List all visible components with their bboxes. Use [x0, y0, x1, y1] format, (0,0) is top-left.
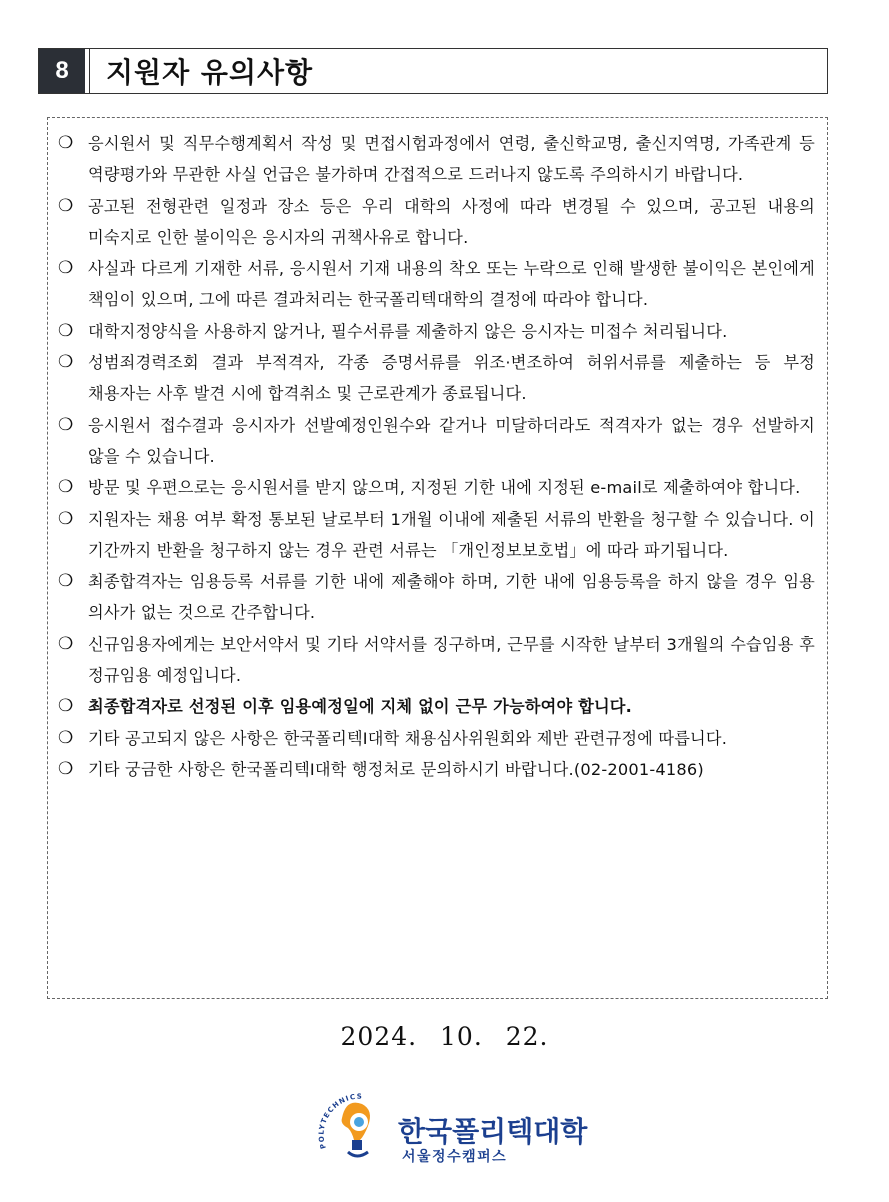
bullet-circle-icon: ❍ — [58, 571, 74, 592]
bullet-circle-icon: ❍ — [58, 320, 74, 341]
notice-item — [58, 566, 815, 629]
notice-text: 공고된 전형관련 일정과 장소 등은 우리 대학의 사정에 따라 변경될 수 있으며, 공고된 내용의 미숙지로 인한 불이익은 응시자의 귀책사유로 합니다. — [88, 196, 815, 247]
section-number: 8 — [39, 49, 85, 93]
notice-text: 신규임용자에게는 보안서약서 및 기타 서약서를 징구하며, 근무를 시작한 날부터 3개월의 수습임용 후 정규임용 예정입니다. — [88, 634, 815, 686]
notice-item — [58, 347, 815, 410]
notice-box — [47, 117, 828, 999]
bullet-circle-icon: ❍ — [58, 414, 74, 435]
notice-item — [58, 191, 815, 254]
section-header — [38, 48, 828, 94]
bullet-circle-icon: ❍ — [58, 258, 74, 279]
notice-text: 기타 궁금한 사항은 한국폴리텍Ⅰ대학 행정처로 문의하시기 바랍니다.(02-2001-4186) — [88, 759, 704, 779]
polytechnic-logo-icon — [312, 1078, 402, 1168]
bullet-circle-icon: ❍ — [58, 352, 74, 373]
notice-text: 응시원서 및 직무수행계획서 작성 및 면접시험과정에서 연령, 출신학교명, 출신지역명, 가족관계 등 역량평가와 무관한 사실 언급은 불가하며 간접적으로 드러나지 않도록 주의하시기 바랍니다. — [88, 134, 815, 185]
notice-item — [58, 316, 815, 347]
campus-name: 서울정수캠퍼스 — [402, 1149, 508, 1165]
notice-item — [58, 410, 815, 473]
bullet-circle-icon: ❍ — [58, 508, 74, 529]
bullet-circle-icon: ❍ — [58, 477, 74, 498]
notice-item — [58, 691, 815, 722]
notice-item — [58, 128, 815, 191]
notice-item — [58, 253, 815, 316]
bullet-circle-icon: ❍ — [58, 195, 74, 216]
university-name: 한국폴리텍대학 — [398, 1115, 588, 1148]
document-date: 2024. 10. 22. — [340, 1022, 549, 1051]
notice-item — [58, 472, 815, 503]
notice-list — [58, 128, 815, 785]
notice-text: 성범죄경력조회 결과 부적격자, 각종 증명서류를 위조·변조하여 허위서류를 제출하는 등 부정 채용자는 사후 발견 시에 합격취소 및 근로관계가 종료됩니다. — [88, 353, 815, 404]
logo-arc-text: POLYTECHNICS — [317, 1092, 363, 1150]
notice-text: 방문 및 우편으로는 응시원서를 받지 않으며, 지정된 기한 내에 지정된 e-mail로 제출하여야 합니다. — [88, 478, 801, 498]
notice-text: 응시원서 접수결과 응시자가 선발예정인원수와 같거나 미달하더라도 적격자가 없는 경우 선발하지 않을 수 있습니다. — [88, 415, 815, 466]
notice-item — [58, 629, 815, 692]
notice-text: 기타 공고되지 않은 사항은 한국폴리텍Ⅰ대학 채용심사위원회와 제반 관련규정에 따릅니다. — [88, 728, 728, 748]
notice-text: 최종합격자는 임용등록 서류를 기한 내에 제출해야 하며, 기한 내에 임용등록을 하지 않을 경우 임용 의사가 없는 것으로 간주합니다. — [88, 572, 815, 623]
section-title: 지원자 유의사항 — [89, 49, 827, 93]
notice-text: 대학지정양식을 사용하지 않거나, 필수서류를 제출하지 않은 응시자는 미접수 처리됩니다. — [88, 321, 728, 341]
bullet-circle-icon: ❍ — [58, 696, 74, 717]
bullet-circle-icon: ❍ — [58, 133, 74, 153]
notice-text: 지원자는 채용 여부 확정 통보된 날로부터 1개월 이내에 제출된 서류의 반환을 청구할 수 있습니다. 이 기간까지 반환을 청구하지 않는 경우 관련 서류는 「개인정보보호법」에 따라 파기됩니다. — [88, 509, 815, 560]
bullet-circle-icon: ❍ — [58, 633, 74, 654]
university-logo — [312, 1078, 588, 1168]
notice-item — [58, 504, 815, 567]
bullet-circle-icon: ❍ — [58, 758, 74, 779]
notice-text: 사실과 다르게 기재한 서류, 응시원서 기재 내용의 착오 또는 누락으로 인해 발생한 불이익은 본인에게 책임이 있으며, 그에 따른 결과처리는 한국폴리텍대학의 결정에 따라야 합니다. — [88, 259, 815, 310]
bullet-circle-icon: ❍ — [58, 727, 74, 748]
notice-item — [58, 723, 815, 754]
notice-item — [58, 754, 815, 785]
notice-text: 최종합격자로 선정된 이후 임용예정일에 지체 없이 근무 가능하여야 합니다. — [88, 697, 632, 717]
